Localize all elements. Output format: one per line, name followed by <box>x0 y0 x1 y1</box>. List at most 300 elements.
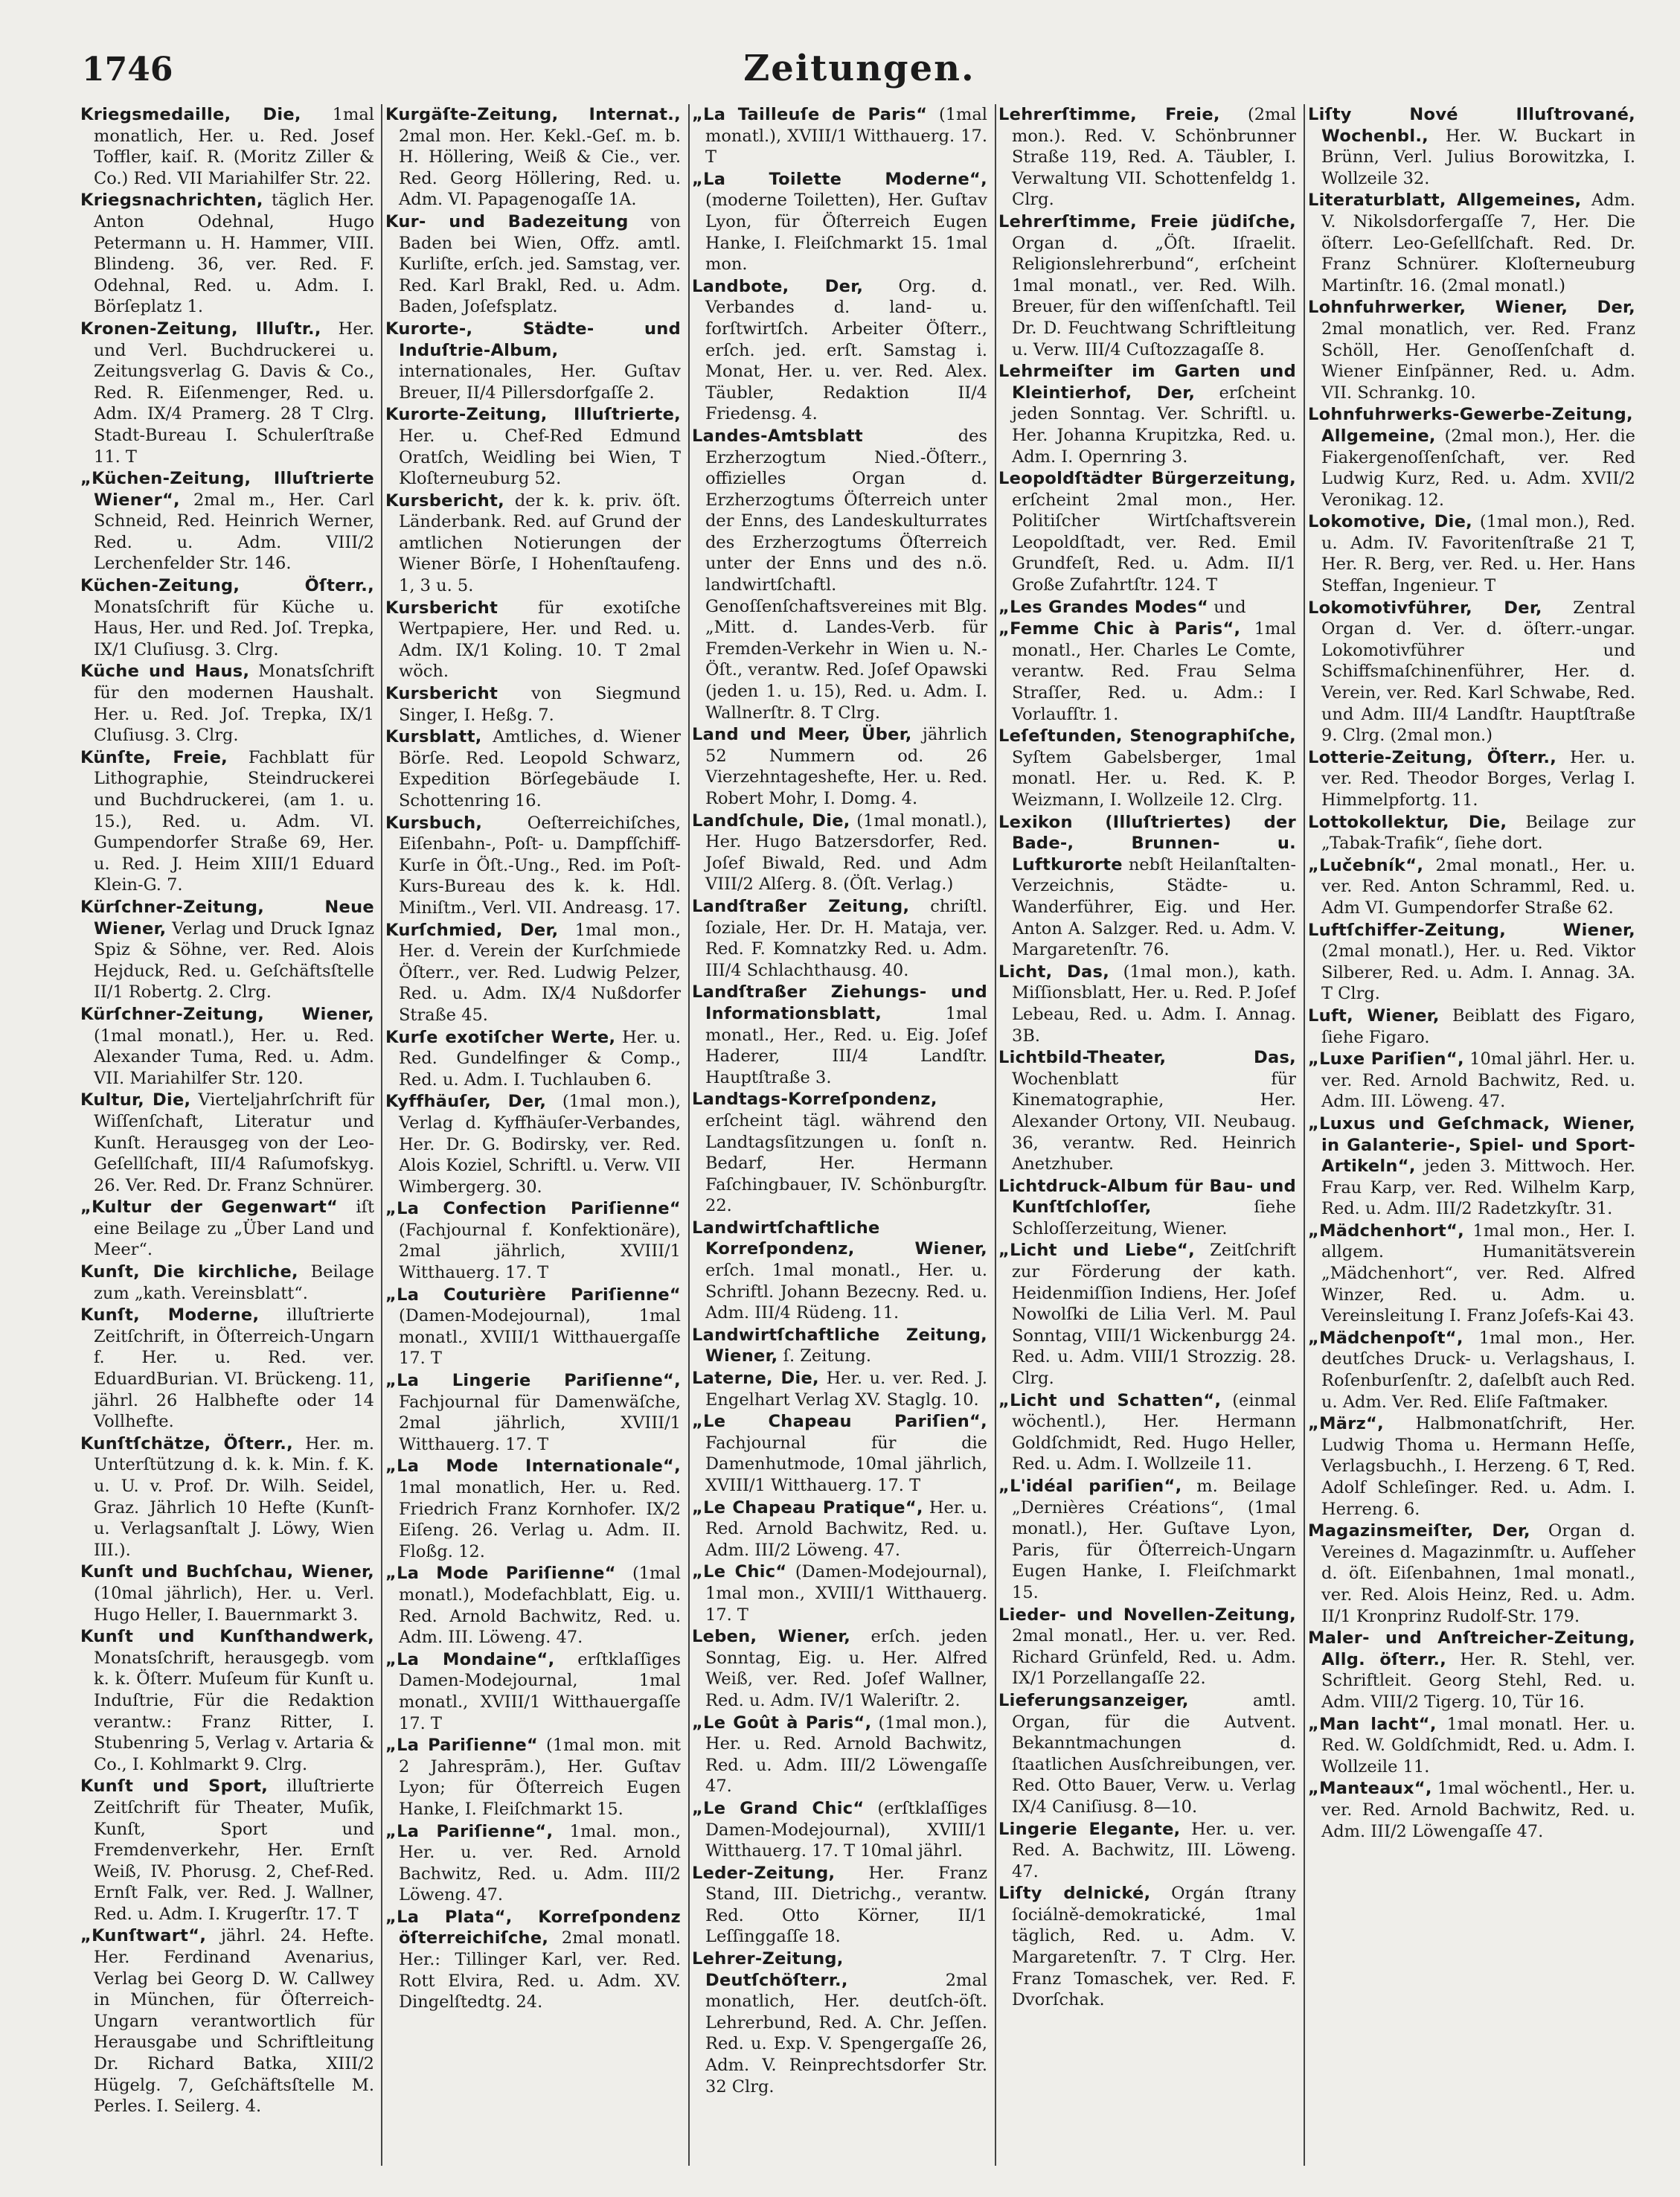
entry-text: der k. k. priv. öſt. Länderbank. Red. auf Grund der amtlichen Notierungen der Wiener Börſe, I Hohenſtaufeng. 1, 3 u. 5. <box>399 490 681 596</box>
entry-title: Landwirtſchaftliche Korreſpondenz, Wiener, <box>692 1218 987 1259</box>
directory-entry <box>80 575 374 660</box>
entry-title: Kursbericht <box>385 684 498 704</box>
entry-text: (Fachjournal f. Konfektionäre), 2mal jährlich, XVIII/1 Witthauerg. 17. T <box>399 1220 681 1283</box>
entry-text: Fachjournal für Damenwäſche, 2mal jährlich, XVIII/1 Witthauerg. 17. T <box>399 1392 681 1454</box>
entry-title: Kurgäſte-Zeitung, Internat., <box>385 105 681 124</box>
directory-entry <box>998 726 1296 810</box>
entry-title: Landſchule, Die, <box>692 810 850 831</box>
entry-text: Her. Franz Stand, III. Dietrichg., verantw. Red. Otto Körner, II/1 Leſſinggaſſe 18. <box>705 1863 987 1947</box>
entry-text: (1mal mon.), kath. Miſſionsblatt, Her. u. Red. P. Joſef Lebeau, Red. u. Adm. I. Annag. 3B. <box>1012 962 1296 1046</box>
directory-entry <box>692 1798 987 1862</box>
directory-entry <box>80 1197 374 1261</box>
entry-text: erſcheint jeden Sonntag. Ver. Schriftl. u. Her. Johanna Krupitzka, Red. u. Adm. I. Opernring 3. <box>1012 383 1296 467</box>
directory-entry <box>692 724 987 809</box>
entry-title: Lehrer-Zeitung, Deutſchöſterr., <box>692 1949 848 1990</box>
entry-title: „Le Chapeau Pariſien“, <box>692 1412 987 1432</box>
entry-title: Landwirtſchaftliche Zeitung, Wiener, <box>692 1325 987 1366</box>
directory-entry <box>1308 104 1635 189</box>
entry-text: 1mal monatl., Her. Charles Le Comte, verantw. Red. Frau Selma Straſſer, Red. u. Adm.: I Vorlaufſtr. 1. <box>1012 619 1296 724</box>
directory-entry <box>998 1476 1296 1604</box>
entry-title: Kursbuch, <box>385 813 483 833</box>
entry-title: Kursbericht, <box>385 490 504 511</box>
entry-text: Oeſterreichiſches, Eiſenbahn-, Poſt- u. Dampfſchiff-Kurſe in Öſt.-Ung., Red. im Poſt-Kurs-Bureau des k. k. Hdl. Miniſtm., Verl. VII. Andreasg. 17. <box>399 813 681 918</box>
entry-text: internationales, Her. Guſtav Breuer, II/4 Pillersdorfgaſſe 2. <box>399 362 681 403</box>
directory-entry <box>1308 1113 1635 1220</box>
directory-entry <box>385 683 681 726</box>
entry-title: Kunſt und Sport, <box>80 1777 269 1797</box>
entry-title: Lokomotive, Die, <box>1308 512 1473 532</box>
entry-title: Magazinsmeiſter, Der, <box>1308 1521 1530 1541</box>
directory-entry <box>1308 920 1635 1005</box>
entry-title: Landſtraßer Ziehungs- und Informationsblatt, <box>692 982 987 1023</box>
entry-text: Adm. V. Nikolsdorfergaſſe 7, Her. Die öſterr. Leo-Geſellſchaft. Red. Dr. Franz Schnürer. Kloſterneuburg Martinſtr. 16. (2mal monatl.) <box>1321 191 1635 295</box>
entry-title: Kultur, Die, <box>80 1090 191 1110</box>
directory-entry <box>80 1925 374 2117</box>
directory-entry <box>1308 1778 1635 1842</box>
directory-entry <box>998 1819 1296 1883</box>
entry-text: Zentral Organ d. Ver. d. öſterr.-ungar. Lokomotivführer und Schiffsmaſchinenführer, Her. d. Verein, ver. Red. Karl Schwabe, Red. und Adm. III/4 Landſtr. Hauptſtraße 9. Clrg. (2mal mon.) <box>1321 598 1635 746</box>
directory-entry <box>692 1863 987 1948</box>
entry-title: Kyffhäuſer, Der, <box>385 1092 547 1112</box>
entry-text: (1mal mon.), Red. u. Adm. IV. Favoritenſtraße 21 T, Her. R. Berg, ver. Red. u. Her. Hans Steffan, Ingenieur. T <box>1321 512 1635 596</box>
entry-title: Landbote, Der, <box>692 276 864 296</box>
entry-text: erſcheint 2mal mon., Her. Politiſcher Wirtſchaftsverein Leopoldſtadt, ver. Red. Emil Grundfeſt, Red. u. Adm. II/1 Große Zufahrtſtr. 124. T <box>1012 490 1296 595</box>
entry-title: Lokomotivführer, Der, <box>1308 598 1542 618</box>
entry-title: Licht, Das, <box>998 962 1110 982</box>
entry-title: Lehrerſtimme, Freie jüdiſche, <box>998 211 1296 231</box>
directory-entry <box>385 1563 681 1648</box>
entry-title: „März“, <box>1308 1414 1384 1434</box>
entry-text: (2mal mon.). Red. V. Schönbrunner Straße 119, Red. A. Täubler, I. Verwaltung VII. Schottenfeldg 1. Clrg. <box>1012 105 1296 210</box>
entry-text: (1mal monatl.), XVIII/1 Witthauerg. 17. T <box>705 105 987 167</box>
directory-entry <box>1308 1714 1635 1778</box>
entry-text: Her. u. Red. Arnold Bachwitz, Red. u. Adm. III/2 Löweng. 47. <box>705 1497 987 1560</box>
directory-entry <box>998 1690 1296 1818</box>
entry-title: „Les Grandes Modes“ <box>998 597 1209 617</box>
entry-text: Beiblatt des Figaro, ſiehe Figaro. <box>1321 1005 1635 1047</box>
entry-text: nebſt Heilanſtalten-Verzeichnis, Städte- u. Wanderführer, Eig. und Her. Anton A. Salzger. Red. u. Adm. V. Margaretenſtr. 76. <box>1012 854 1296 960</box>
entry-text: (1mal monatl.), Her. u. Red. Alexander Tuma, Red. u. Adm. VII. Mariahilfer Str. 120. <box>94 1026 374 1088</box>
entry-text: Her. u. ver. Red. A. Bachwitz, III. Löweng. 47. <box>1012 1819 1296 1881</box>
directory-entry <box>692 1497 987 1561</box>
entry-title: Liſty delnické, <box>998 1884 1151 1904</box>
directory-entry <box>998 468 1296 596</box>
entry-title: Kurorte-, Städte- und Induſtrie-Album, <box>385 319 681 360</box>
entry-text: erſcheint tägl. während den Landtagsſitzungen u. ſonſt n. Bedarf, Her. Hermann Faſchingbauer, IV. Schönburgſtr. 22. <box>705 1110 987 1216</box>
entry-text: (1mal monatl.), Modefachblatt, Eig. u. Red. Arnold Bachwitz, Red. u. Adm. III. Löweng. 47. <box>399 1564 681 1648</box>
entry-text: (erſtklaſſiges Damen-Modejournal), XVIII/1 Witthauerg. 17. T 10mal jährl. <box>705 1798 987 1861</box>
entry-title: Lehrmeiſter im Garten und Kleintierhof, Der, <box>998 362 1296 403</box>
entry-title: „La Mode Internationale“, <box>385 1456 681 1477</box>
entry-text: 1mal monatl. Her. u. Red. W. Goldſchmidt, Red. u. Adm. I. Wollzeile 11. <box>1321 1714 1635 1777</box>
directory-entry <box>1308 855 1635 919</box>
entry-title: Leopoldſtädter Bürgerzeitung, <box>998 469 1296 489</box>
directory-entry <box>1308 1049 1635 1113</box>
directory-entry <box>1308 1328 1635 1413</box>
entry-text: 10mal jährl. Her. u. ver. Red. Arnold Bachwitz, Red. u. Adm. III. Löweng. 47. <box>1321 1049 1635 1112</box>
entry-text: 2mal mon. Her. Kekl.-Geſ. m. b. H. Höllering, Weiß & Cie., ver. Red. Georg Höllering, Red. u. Adm. VI. Papagenogaſſe 1A. <box>399 126 681 210</box>
directory-entry <box>80 897 374 1003</box>
entry-text: 2mal monatl. Her.: Tillinger Karl, ver. Red. Rott Elvira, Red. u. Adm. XV. Dingelſtedtg. 24. <box>399 1928 681 2012</box>
directory-entry <box>80 1433 374 1561</box>
directory-entry <box>998 1605 1296 1689</box>
entry-title: Küchen-Zeitung, Öſterr., <box>80 576 374 596</box>
directory-entry <box>692 810 987 895</box>
entry-title: Luft, Wiener, <box>1308 1005 1440 1026</box>
directory-entry <box>385 1285 681 1369</box>
directory-entry <box>80 468 374 575</box>
directory-entry <box>80 319 374 467</box>
entry-title: Literaturblatt, Allgemeines, <box>1308 191 1582 211</box>
entry-text: illuſtrierte Zeitſchrift für Theater, Muſik, Kunſt, Sport und Fremdenverkehr, Her. Ernſt Weiß, IV. Phorusg. 2, Chef-Red. Ernſt Falk, ver. Red. J. Wallner, Red. u. Adm. I. Krugerſtr. 17. T <box>94 1777 374 1924</box>
entry-title: Kur- und Badezeitung <box>385 211 629 231</box>
entry-text: erſch. jeden Sonntag, Eig. u. Her. Alfred Weiß, ver. Red. Joſef Wallner, Red. u. Adm. IV/1 Waleriſtr. 2. <box>705 1627 987 1710</box>
entry-title: Kürſchner-Zeitung, Neue Wiener, <box>80 897 374 938</box>
entry-title: Kurorte-Zeitung, Illuſtrierte, <box>385 405 681 425</box>
directory-columns <box>80 104 1641 2166</box>
directory-entry <box>80 1261 374 1304</box>
entry-text: Fachjournal für die Damenhutmode, 10mal jährlich, XVIII/1 Witthauerg. 17. T <box>705 1433 987 1495</box>
entry-text: ſiehe Schloſſerzeitung, Wiener. <box>1012 1197 1296 1238</box>
entry-text: täglich Her. Anton Odehnal, Hugo Petermann u. H. Hammer, VIII. Blindeng. 36, ver. Red. F. Odehnal, Red. u. Adm. I. Börſeplatz 1. <box>94 191 374 317</box>
directory-entry <box>998 962 1296 1046</box>
directory-entry <box>692 104 987 168</box>
directory-entry <box>692 896 987 981</box>
directory-entry <box>998 211 1296 360</box>
entry-text: (Damen-Modejournal), 1mal monatl., XVIII/1 Witthauergaſſe 17. T <box>399 1306 681 1369</box>
entry-title: Lehrerſtimme, Freie, <box>998 105 1220 124</box>
directory-entry <box>692 1325 987 1367</box>
entry-text: iſt eine Beilage zu „Über Land und Meer“. <box>94 1197 374 1260</box>
running-title: Zeitungen. <box>743 48 975 89</box>
directory-entry <box>692 426 987 723</box>
entry-title: Lichtdruck-Album für Bau- und Kunſtſchloſſer, <box>998 1176 1296 1218</box>
entry-text: Verlag und Druck Ignaz Spiz & Söhne, ver. Red. Alois Hejduck, Red. u. Geſchäftsſtelle II/1 Robertg. 2. Clrg. <box>94 918 374 1002</box>
directory-entry <box>385 490 681 597</box>
entry-title: Kursblatt, <box>385 727 482 747</box>
directory-entry <box>1308 747 1635 811</box>
entry-text: 1mal mon., Her. I. allgem. Humanitätsverein „Mädchenhort“, ver. Red. Alfred Winzer, Red. u. Adm. u. Vereinsleitung I. Franz Joſefs-Kai 43. <box>1321 1221 1635 1326</box>
entry-text: Her. u. Chef-Red Edmund Oratſch, Weidling bei Wien, T Kloſterneuburg 52. <box>399 426 681 489</box>
entry-text: 1mal monatlich, Her. u. Red. Josef Toffler, kaiſ. R. (Moritz Ziller & Co.) Red. VII Mariahilfer Str. 22. <box>94 105 374 188</box>
directory-entry <box>385 1027 681 1091</box>
directory-entry <box>385 1198 681 1283</box>
entry-text: m. Beilage „Dernières Créations“, (1mal monatl.), Her. Guſtave Lyon, Paris, für Öſterreich-Ungarn Eugen Hanke, I. Fleiſchmarkt 15. <box>1012 1477 1296 1602</box>
directory-entry <box>1308 1221 1635 1327</box>
entry-title: Kriegsnachrichten, <box>80 191 263 211</box>
entry-text: Monatsſchrift für Küche u. Haus, Her. und Red. Joſ. Trepka, IX/1 Cluſiusg. 3. Clrg. <box>94 597 374 659</box>
entry-text: 1mal. mon., Her. u. ver. Red. Arnold Bachwitz, Red. u. Adm. III/2 Löweng. 47. <box>399 1821 681 1905</box>
entry-text: Her. m. Unterſtützung d. k. k. Min. f. K. u. U. v. Prof. Dr. Wilh. Seidel, Graz. Jährlich 10 Hefte (Kunſt- u. Verlagsanſtalt J. Löwy, Wien III.). <box>94 1433 374 1560</box>
entry-text: Her. R. Stehl, ver. Schriftleit. Georg Stehl, Red. u. Adm. VIII/2 Tigerg. 10, Tür 16. <box>1321 1649 1635 1712</box>
entry-text: 2mal monatl., Her. u. ver. Red. Richard Grünfeld, Red. u. Adm. IX/1 Porzellangaſſe 22. <box>1012 1626 1296 1689</box>
entry-text: Monatsſchrift, herausgegb. vom k. k. Öſterr. Muſeum für Kunſt u. Induſtrie, Für die Redaktion verantw.: Franz Ritter, I. Stubenring 5, Verlag v. Artaria & Co., I. Kohlmarkt 9. Clrg. <box>94 1648 374 1774</box>
entry-text: 2mal monatlich, ver. Red. Franz Schöll, Her. Genoſſenſchaft d. Wiener Einſpänner, Red. u. Adm. VII. Schrankg. 10. <box>1321 319 1635 403</box>
entry-title: Laterne, Die, <box>692 1369 819 1389</box>
entry-title: Lieferungsanzeiger, <box>998 1690 1189 1710</box>
entry-text: Wochenblatt für Kinematographie, Her. Alexander Ortony, VII. Neubaug. 36, verantw. Red. Heinrich Anetzhuber. <box>1012 1069 1296 1174</box>
directory-entry <box>385 1649 681 1734</box>
entry-text: Halbmonatſchrift, Her. Ludwig Thoma u. Hermann Heſſe, Verlagsbuchh., I. Herzeng. 6 T, Red. Adolf Schleſinger. Red. u. Adm. I. Herreng. 6. <box>1321 1414 1635 1519</box>
entry-text: für exotiſche Wertpapiere, Her. und Red. u. Adm. IX/1 Koling. 10. T 2mal wöch. <box>399 598 681 682</box>
entry-title: „Lučebník“, <box>1308 855 1424 875</box>
entry-title: „Küchen-Zeitung, Illuſtrierte Wiener“, <box>80 469 374 510</box>
directory-entry <box>692 1561 987 1625</box>
directory-entry <box>1308 1005 1635 1048</box>
entry-text: Her. u. ver. Red. J. Engelhart Verlag XV. Staglg. 10. <box>705 1369 987 1410</box>
entry-title: Land und Meer, Über, <box>692 725 912 745</box>
directory-entry <box>385 598 681 682</box>
entry-text: Fachblatt für Lithographie, Steindruckerei und Buchdruckerei, (am 1. u. 15.), Red. u. Adm. VI. Gumpendorfer Straße 69, Her. u. Red. J. Heim XIII/1 Eduard Klein-G. 7. <box>94 747 374 895</box>
entry-text: Beilage zum „kath. Vereinsblatt“. <box>94 1262 374 1303</box>
entry-text: und <box>1213 597 1246 617</box>
entry-text: illuſtrierte Zeitſchrift, in Öſterreich-Ungarn f. Her. u. Red. ver. EduardBurian. VI. Brückeng. 11, jährl. 26 Halbhefte oder 14 Vollhefte. <box>94 1305 374 1432</box>
entry-title: „Le Chapeau Pratique“, <box>692 1497 923 1518</box>
directory-entry <box>998 618 1296 725</box>
entry-title: Leſeſtunden, Stenographiſche, <box>998 726 1296 746</box>
entry-text: Zeitſchrift zur Förderung der kath. Heidenmiſſion Indiens, Her. Joſef Nowolſki de Lilia Verl. M. Paul Sonntag, VIII/1 Wickenburgg 24. Red. u. Adm. VIII/1 Strozzig. 28. Clrg. <box>1012 1241 1296 1389</box>
entry-title: Landſtraßer Zeitung, <box>692 896 910 916</box>
entry-text: (moderne Toiletten), Her. Guſtav Lyon, für Öſterreich Eugen Hanke, I. Fleiſchmarkt 15. 1mal mon. <box>705 191 987 275</box>
entry-text: 2mal monatl., Her. u. ver. Red. Anton Schramml, Red. u. Adm VI. Gumpendorfer Straße 62. <box>1321 855 1635 918</box>
entry-title: „Licht und Schatten“, <box>998 1390 1222 1410</box>
directory-entry <box>80 1090 374 1196</box>
entry-title: „Licht und Liebe“, <box>998 1241 1195 1261</box>
entry-title: Lingerie Elegante, <box>998 1819 1181 1839</box>
entry-title: „La Confection Pariſienne“ <box>385 1199 681 1219</box>
entry-title: Kürſchner-Zeitung, Wiener, <box>80 1004 374 1024</box>
entry-title: „Femme Chic à Paris“, <box>998 619 1241 639</box>
entry-text: Her. u. Red. Gundelfinger & Comp., Red. u. Adm. I. Tuchlauben 6. <box>399 1027 681 1090</box>
entry-text: jährlich 52 Nummern od. 26 Vierzehntageshefte, Her. u. Red. Robert Mohr, I. Domg. 4. <box>705 725 987 808</box>
entry-title: Kursbericht <box>385 598 498 618</box>
entry-text: Organ d. „Öſt. Iſraelit. Religionslehrerbund“, erſcheint 1mal monatl., ver. Red. Wilh. Breuer, für den wiſſenſchaftl. Teil Dr. D. Feuchtwang Schriftleitung u. Verw. III/4 Cuſtozzagaſſe 8. <box>1012 233 1296 359</box>
entry-title: „Le Chic“ <box>692 1562 787 1582</box>
entry-title: Luftſchiffer-Zeitung, Wiener, <box>1308 920 1635 940</box>
entry-text: jährl. 24. Hefte. Her. Ferdinand Avenarius, Verlag bei Georg D. W. Callwey in München, für Öſterreich-Ungarn verantwortlich für Herausgabe und Schriftleitung Dr. Richard Batka, XIII/2 Hügelg. 7, Geſchäftsſtelle M. Perles. I. Seilerg. 4. <box>94 1926 374 2117</box>
directory-entry <box>80 104 374 189</box>
entry-title: Küche und Haus, <box>80 662 250 682</box>
directory-entry <box>692 1948 987 2097</box>
entry-text: 1mal wöchentl., Her. u. ver. Red. Arnold Bachwitz, Red. u. Adm. III/2 Löwengaſſe 47. <box>1321 1779 1635 1841</box>
entry-title: Kunſtſchätze, Öſterr., <box>80 1433 293 1454</box>
directory-entry <box>80 661 374 746</box>
entry-title: „Manteaux“, <box>1308 1779 1432 1799</box>
entry-title: Kronen-Zeitung, Illuſtr., <box>80 319 321 339</box>
entry-title: „Kultur der Gegenwart“ <box>80 1197 339 1218</box>
directory-entry <box>385 1091 681 1197</box>
column-4 <box>998 104 1296 2166</box>
entry-text: Amtliches, d. Wiener Börſe. Red. Leopold Schwarz, Expedition Börſegebäude I. Schottenring 16. <box>399 727 681 810</box>
entry-text: des Erzherzogtum Nied.-Öſterr., offizielles Organ d. Erzherzogtums Öſterreich unter der Enns, des Landeskulturrates des Erzherzogtums Öſterreich unter der Enns und des n.ö. landwirtſchaftl. Genoſſenſchaftsvereines mit Blg. „Mitt. d. Landes-Verb. für Fremden-Verkehr in Wien u. N.-Öſt., verantw. Red. Joſef Opawski (jeden 1. u. 15), Red. u. Adm. I. Wallnerſtr. 8. T Clrg. <box>705 426 987 723</box>
entry-title: Lottokollektur, Die, <box>1308 812 1507 832</box>
entry-title: Kunſt und Kunſthandwerk, <box>80 1627 374 1647</box>
entry-title: Landtags-Korreſpondenz, <box>692 1090 937 1110</box>
column-2 <box>385 104 681 2166</box>
page-number: 1746 <box>82 51 173 89</box>
directory-entry <box>998 1390 1296 1475</box>
directory-entry <box>80 1561 374 1625</box>
entry-text: chriſtl. ſoziale, Her. Dr. H. Mataja, ver. Red. F. Komnatzky Red. u. Adm. III/4 Schlachthausg. 40. <box>705 896 987 980</box>
entry-title: Liſty Nové Illuſtrované, Wochenbl., <box>1308 105 1635 146</box>
directory-entry <box>998 812 1296 961</box>
entry-title: „Le Grand Chic“ <box>692 1798 865 1818</box>
directory-entry <box>385 319 681 403</box>
entry-text: erſtklaſſiges Damen-Modejournal, 1mal monatl., XVIII/1 Witthauergaſſe 17. T <box>399 1649 681 1733</box>
directory-entry <box>385 1456 681 1562</box>
entry-text: Her. und Verl. Buchdruckerei u. Zeitungsverlag G. Davis & Co., Red. R. Eiſenmenger, Red. u. Adm. IX/4 Pramerg. 28 T Clrg. Stadt-Bureau I. Schulerſtraße 11. T <box>94 319 374 467</box>
entry-text: Organ d. Vereines d. Magazinmſtr. u. Aufſeher d. öſt. Eiſenbahnen, 1mal monatl., ver. Red. Alois Heinz, Red. u. Adm. II/1 Kronprinz Rudolf-Str. 179. <box>1321 1521 1635 1626</box>
entry-title: Maler- und Anſtreicher-Zeitung, Allg. öſterr., <box>1308 1628 1635 1669</box>
entry-title: Lexikon (Illuſtriertes) der Bade-, Brunnen- u. Luftkurorte <box>998 812 1296 874</box>
column-3 <box>692 104 987 2166</box>
directory-entry <box>80 1305 374 1433</box>
directory-entry <box>80 190 374 318</box>
directory-entry <box>692 169 987 275</box>
entry-title: „La Mondaine“, <box>385 1649 555 1669</box>
entry-text: erſch. 1mal monatl., Her. u. Schriftl. Johann Bezecny. Red. u. Adm. III/4 Rüdeng. 11. <box>705 1261 987 1323</box>
entry-title: „Man lacht“, <box>1308 1714 1437 1734</box>
directory-entry <box>692 1712 987 1797</box>
entry-text: 1mal monatl., Her., Red. u. Eig. Joſef Haderer, III/4 Landſtr. Hauptſtraße 3. <box>705 1003 987 1087</box>
entry-title: „La Lingerie Pariſienne“, <box>385 1371 681 1391</box>
directory-entry <box>385 726 681 811</box>
entry-title: „La Pariſienne“ <box>385 1736 539 1756</box>
entry-title: „Kunſtwart“, <box>80 1926 207 1946</box>
directory-entry <box>998 597 1296 618</box>
directory-entry <box>385 104 681 211</box>
entry-text: von Baden bei Wien, Offz. amtl. Kurliſte, erſch. jed. Samstag, ver. Red. Karl Brakl, Red. u. Adm. Baden, Joſefsplatz. <box>399 211 681 317</box>
entry-text: Vierteljahrſchrift für Wiſſenſchaft, Literatur und Kunſt. Herausgeg von der Leo-Geſellſchaft, III/4 Raſumofskyg. 26. Ver. Red. Dr. Franz Schnürer. <box>94 1090 374 1195</box>
entry-title: „Le Goût à Paris“, <box>692 1712 872 1733</box>
entry-title: „La Couturière Pariſienne“ <box>385 1285 681 1305</box>
directory-entry <box>1308 404 1635 511</box>
entry-text: Her. W. Buckart in Brünn, Verl. Julius Borowitzka, I. Wollzeile 32. <box>1321 126 1635 188</box>
entry-text: (Damen-Modejournal), 1mal mon., XVIII/1 Witthauerg. 17. T <box>705 1562 987 1625</box>
entry-text: (10mal jährlich), Her. u. Verl. Hugo Heller, I. Bauernmarkt 3. <box>94 1583 374 1625</box>
entry-title: „L'idéal pariſien“, <box>998 1477 1182 1496</box>
entry-title: „Mädchenpoſt“, <box>1308 1328 1463 1348</box>
entry-title: Kunſt, Moderne, <box>80 1305 260 1325</box>
directory-entry <box>692 1411 987 1496</box>
directory-entry <box>80 1626 374 1775</box>
entry-text: 1mal mon., Her. deutſches Druck- u. Verlagshaus, I. Roſenburſenſtr. 2, daſelbſt auch Red. u. Adm. Ver. Red. Eliſe Faſtmaker. <box>1321 1328 1635 1412</box>
entry-text: amtl. Organ, für die Autvent. Bekanntmachungen d. ſtaatlichen Ausſchreibungen, ver. Red. Otto Bauer, Verw. u. Verlag IX/4 Caniſiusg. 8—10. <box>1012 1690 1296 1817</box>
entry-text: Syſtem Gabelsberger, 1mal monatl. Her. u. Red. K. P. Weizmann, I. Wollzeile 12. Clrg. <box>1012 747 1296 810</box>
entry-title: Lohnfuhrwerker, Wiener, Der, <box>1308 298 1635 318</box>
directory-entry <box>998 361 1296 467</box>
column-1 <box>80 104 374 2166</box>
directory-entry <box>385 1907 681 2013</box>
directory-entry <box>385 1735 681 1820</box>
entry-title: „La Pariſienne“, <box>385 1821 554 1841</box>
entry-text: (1mal monatl.), Her. Hugo Batzersdorfer, Red. Joſef Biwald, Red. und Adm VIII/2 Alſerg. 8. (Öſt. Verlag.) <box>705 810 987 895</box>
directory-entry <box>80 747 374 896</box>
directory-entry <box>692 1089 987 1217</box>
directory-entry <box>1308 598 1635 746</box>
directory-entry <box>692 1218 987 1324</box>
directory-entry <box>1308 190 1635 296</box>
entry-text: Monatsſchrift für den modernen Haushalt. Her. u. Red. Joſ. Trepka, IX/1 Cluſiusg. 3. Clrg. <box>94 662 374 746</box>
entry-text: (1mal mon.), Verlag d. Kyffhäuſer-Verbandes, Her. Dr. G. Bodirsky, ver. Red. Alois Koziel, Schriftl. u. Verw. VII Wimbergerg. 30. <box>399 1092 681 1197</box>
directory-entry <box>385 813 681 919</box>
entry-title: Lieder- und Novellen-Zeitung, <box>998 1605 1296 1625</box>
column-5 <box>1308 104 1635 2166</box>
entry-title: Kurſe exotiſcher Werte, <box>385 1027 616 1047</box>
entry-title: Lohnfuhrwerks-Gewerbe-Zeitung, Allgemeine, <box>1308 405 1633 446</box>
directory-entry <box>385 211 681 318</box>
entry-text: (1mal mon. mit 2 Jahresprām.), Her. Guſtav Lyon; für Öſterreich Eugen Hanke, I. Fleiſchmarkt 15. <box>399 1736 681 1819</box>
entry-title: „La Plata“, Korreſpondenz öſterreichiſche, <box>385 1907 681 1948</box>
entry-text: 1mal mon., Her. d. Verein der Kurſchmiede Öſterr., ver. Red. Ludwig Pelzer, Red. u. Adm. IX/4 Nußdorfer Straße 45. <box>399 920 681 1025</box>
entry-title: Leder-Zeitung, <box>692 1863 836 1883</box>
directory-entry <box>385 1821 681 1906</box>
directory-entry <box>1308 511 1635 596</box>
directory-entry <box>1308 1520 1635 1627</box>
directory-entry <box>692 1626 987 1711</box>
page-header <box>82 45 1637 97</box>
entry-text: (2mal monatl.), Her. u. Red. Viktor Silberer, Red. u. Adm. I. Annag. 3A. T Clrg. <box>1321 941 1635 1004</box>
entry-title: Landes-Amtsblatt <box>692 426 863 446</box>
directory-entry <box>80 1776 374 1925</box>
directory-entry <box>998 1047 1296 1175</box>
entry-text: Orgán ſtrany ſociálně-demokratické, 1mal täglich, Red. u. Adm. V. Margaretenſtr. 7. T Clrg. Her. Franz Tomaschek, ver. Red. F. Dvorſchak. <box>1012 1884 1296 2010</box>
entry-title: „Luxus und Geſchmack, Wiener, in Galanterie-, Spiel- und Sport-Artikeln“, <box>1308 1113 1635 1177</box>
entry-title: Kunſt und Buchſchau, Wiener, <box>80 1562 374 1582</box>
directory-entry <box>692 276 987 425</box>
directory-entry <box>692 1368 987 1410</box>
directory-entry <box>998 1176 1296 1240</box>
entry-text: 2mal monatlich, Her. deutſch-öſt. Lehrerbund, Red. A. Chr. Jeſſen. Red. u. Exp. V. Spengergaſſe 26, Adm. V. Reinprechtsdorfer Str. 32 Clrg. <box>705 1970 987 2097</box>
directory-entry <box>998 104 1296 211</box>
entry-title: Leben, Wiener, <box>692 1627 851 1647</box>
entry-text: ſ. Zeitung. <box>783 1346 872 1366</box>
entry-text: (1mal mon.), Her. u. Red. Arnold Bachwitz, Red. u. Adm. III/2 Löwengaſſe 47. <box>705 1712 987 1797</box>
entry-text: (2mal mon.), Her. die Fiakergenoſſenſchaft, ver. Red Ludwig Kurz, Red. u. Adm. XVII/2 Veronikag. 12. <box>1321 426 1635 510</box>
entry-title: Künſte, Freie, <box>80 747 228 767</box>
directory-entry <box>385 404 681 489</box>
directory-entry <box>1308 297 1635 403</box>
entry-title: „Mädchenhort“, <box>1308 1221 1464 1241</box>
entry-title: „Luxe Pariſien“, <box>1308 1049 1464 1069</box>
directory-entry <box>1308 1628 1635 1712</box>
entry-title: Lotterie-Zeitung, Öſterr., <box>1308 747 1557 767</box>
entry-text: von Siegmund Singer, I. Heßg. 7. <box>399 684 681 725</box>
directory-entry <box>1308 1413 1635 1520</box>
entry-title: Kurſchmied, Der, <box>385 920 559 940</box>
entry-title: „La Tailleuſe de Paris“ <box>692 105 928 124</box>
directory-entry <box>692 982 987 1088</box>
entry-text: Beilage zur „Tabak-Trafik“, ſiehe dort. <box>1321 812 1635 854</box>
directory-entry <box>385 1370 681 1455</box>
entry-title: „La Mode Pariſienne“ <box>385 1564 616 1584</box>
entry-text: (einmal wöchentl.), Her. Hermann Goldſchmidt, Red. Hugo Heller, Red. u. Adm. I. Wollzeile 11. <box>1012 1390 1296 1474</box>
directory-entry <box>385 920 681 1026</box>
directory-entry <box>80 1004 374 1089</box>
directory-entry <box>1308 812 1635 854</box>
entry-title: Kriegsmedaille, Die, <box>80 105 301 124</box>
entry-title: Lichtbild-Theater, Das, <box>998 1048 1296 1068</box>
directory-entry <box>998 1883 1296 2011</box>
entry-title: Kunſt, Die kirchliche, <box>80 1262 298 1282</box>
entry-text: 2mal m., Her. Carl Schneid, Red. Heinrich Werner, Red. u. Adm. VIII/2 Lerchenfelder Str. 146. <box>94 490 374 574</box>
entry-text: jeden 3. Mittwoch. Her. Frau Karp, ver. Red. Wilhelm Karp, Red. u. Adm. III/2 Radetzkyſtr. 31. <box>1321 1157 1635 1219</box>
entry-text: Org. d. Verbandes d. land- u. forſtwirtſch. Arbeiter Öſterr., erſch. jed. erſt. Samstag i. Monat, Her. u. ver. Red. Alex. Täubler, Redaktion II/4 Friedensg. 4. <box>705 276 987 424</box>
entry-text: 1mal monatlich, Her. u. Red. Friedrich Franz Kornhofer. IX/2 Eiſeng. 26. Verlag u. Adm. II. Floßg. 12. <box>399 1478 681 1561</box>
entry-title: „La Toilette Moderne“, <box>692 169 987 189</box>
directory-entry <box>998 1240 1296 1389</box>
entry-text: Her. u. ver. Red. Theodor Borges, Verlag I. Himmelpfortg. 11. <box>1321 747 1635 810</box>
